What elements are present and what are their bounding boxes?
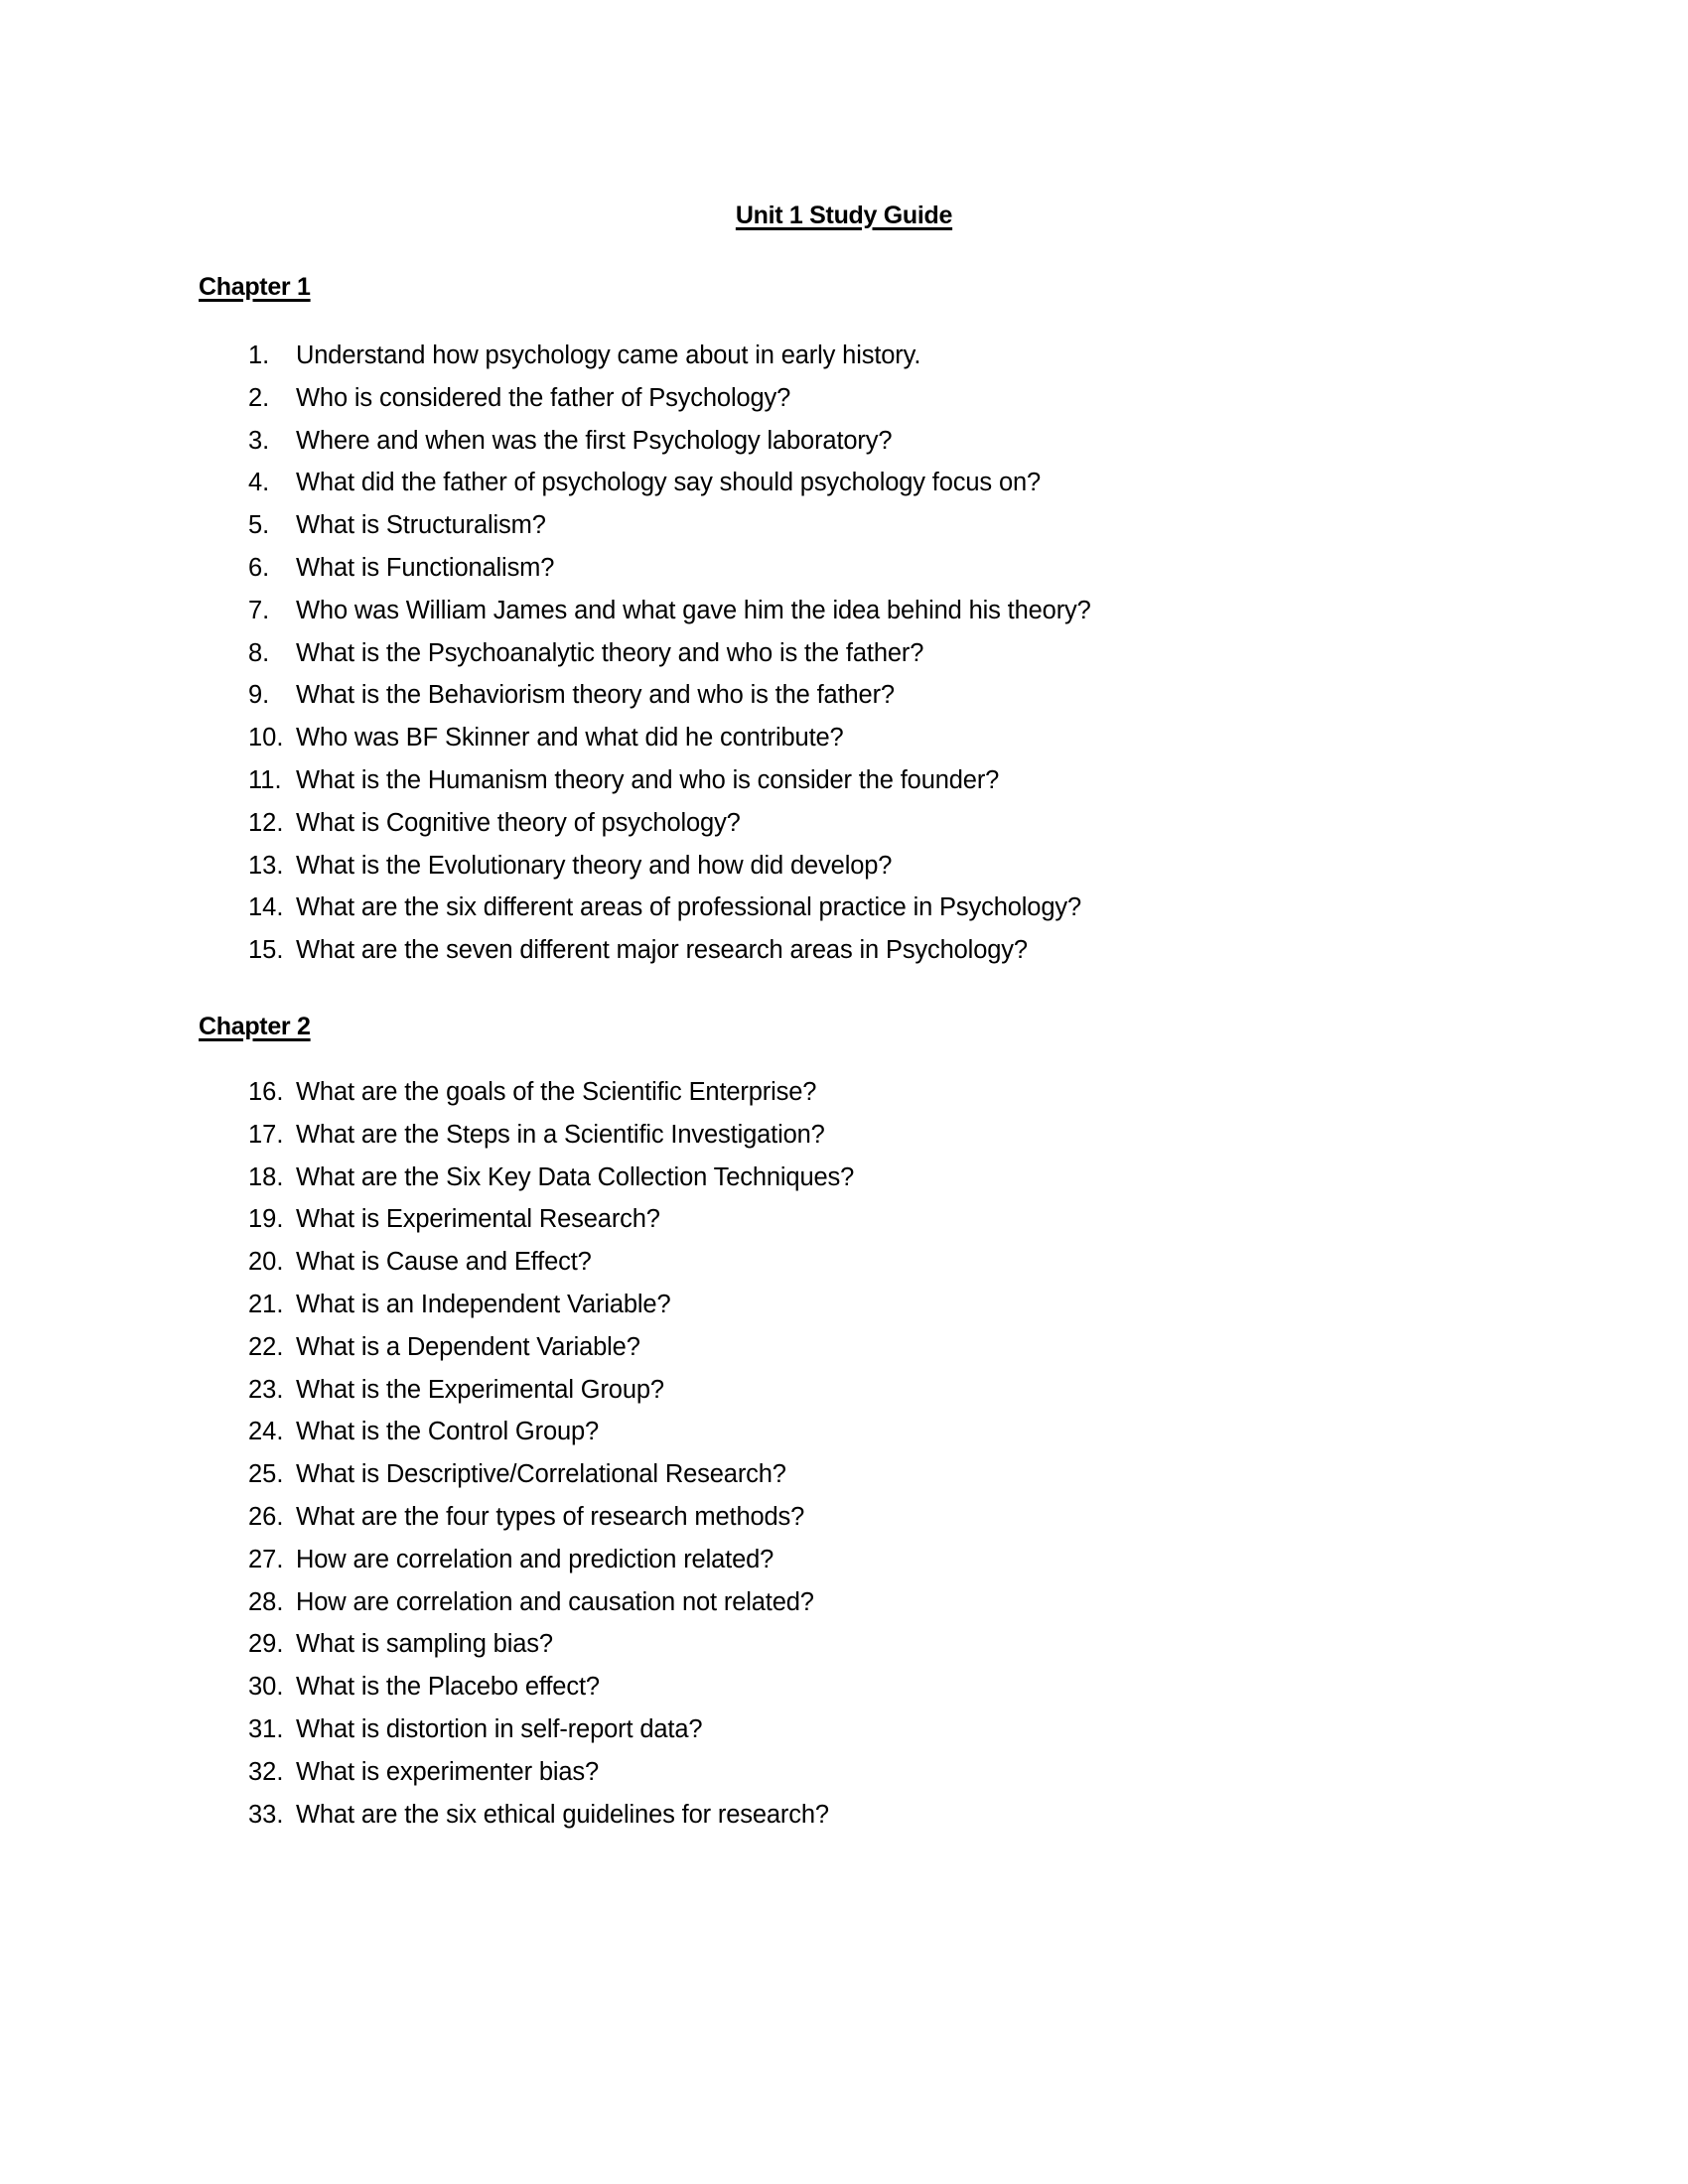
item-text: What is sampling bias? xyxy=(296,1630,553,1659)
list-item xyxy=(0,1500,1489,1534)
item-number: 6. xyxy=(248,554,270,582)
item-text: How are correlation and prediction related? xyxy=(296,1545,774,1573)
item-text: What is the Control Group? xyxy=(296,1418,600,1446)
item-text: What is the Experimental Group? xyxy=(296,1375,664,1404)
item-number: 31. xyxy=(248,1715,284,1743)
item-number: 25. xyxy=(248,1460,284,1489)
page-title xyxy=(0,200,1688,231)
item-text: Where and when was the first Psychology laboratory? xyxy=(296,426,893,455)
item-text: What is Experimental Research? xyxy=(296,1205,660,1234)
list-item xyxy=(0,1712,1489,1746)
item-text: Who is considered the father of Psychology? xyxy=(296,383,791,412)
item-text: What is Functionalism? xyxy=(296,554,555,582)
list-item xyxy=(0,1118,1489,1152)
item-number: 20. xyxy=(248,1248,284,1277)
list-item xyxy=(0,1373,1489,1407)
item-text: What is experimenter bias? xyxy=(296,1757,600,1786)
item-number: 12. xyxy=(248,808,284,837)
list-item xyxy=(0,721,1489,754)
list-item xyxy=(0,424,1489,458)
item-text: What are the goals of the Scientific Enterprise? xyxy=(296,1078,817,1106)
item-text: Understand how psychology came about in early history. xyxy=(296,341,921,369)
list-item xyxy=(0,1798,1489,1832)
item-text: What are the Steps in a Scientific Investigation? xyxy=(296,1120,825,1149)
item-number: 27. xyxy=(248,1545,284,1573)
list-item xyxy=(0,1627,1489,1661)
list-item xyxy=(0,594,1489,627)
chapter-2-heading: Chapter 2 xyxy=(199,1013,311,1040)
item-number: 33. xyxy=(248,1800,284,1829)
item-number: 29. xyxy=(248,1630,284,1659)
item-number: 8. xyxy=(248,638,270,667)
item-number: 17. xyxy=(248,1120,284,1149)
item-number: 10. xyxy=(248,724,284,752)
item-number: 24. xyxy=(248,1418,284,1446)
item-text: Who was William James and what gave him the idea behind his theory? xyxy=(296,596,1091,624)
list-item xyxy=(0,1543,1489,1576)
list-item xyxy=(0,763,1489,797)
list-item xyxy=(0,508,1489,542)
item-number: 3. xyxy=(248,426,270,455)
item-text: What is the Evolutionary theory and how did develop? xyxy=(296,851,893,880)
list-item xyxy=(0,1415,1489,1448)
item-number: 22. xyxy=(248,1332,284,1361)
item-text: What did the father of psychology say should psychology focus on? xyxy=(296,469,1042,497)
item-number: 26. xyxy=(248,1503,284,1531)
list-item xyxy=(0,1585,1489,1619)
item-text: What are the four types of research methods? xyxy=(296,1503,805,1531)
item-text: What are the six ethical guidelines for research? xyxy=(296,1800,829,1829)
list-item xyxy=(0,1755,1489,1789)
list-item xyxy=(0,339,1489,372)
list-item xyxy=(0,1330,1489,1364)
list-item xyxy=(0,933,1489,967)
item-text: What is a Dependent Variable? xyxy=(296,1332,640,1361)
item-text: What is an Independent Variable? xyxy=(296,1291,671,1318)
item-number: 19. xyxy=(248,1205,284,1234)
item-number: 23. xyxy=(248,1375,284,1404)
item-number: 5. xyxy=(248,511,270,540)
item-text: What are the seven different major research areas in Psychology? xyxy=(296,936,1028,965)
item-text: What are the six different areas of professional practice in Psychology? xyxy=(296,893,1081,922)
item-text: Who was BF Skinner and what did he contribute? xyxy=(296,724,844,752)
list-item xyxy=(0,806,1489,840)
item-text: What is Cognitive theory of psychology? xyxy=(296,808,741,837)
list-item xyxy=(0,1160,1489,1194)
list-item xyxy=(0,890,1489,924)
item-number: 15. xyxy=(248,936,284,965)
item-number: 11. xyxy=(248,766,282,794)
item-text: What is the Humanism theory and who is consider the founder? xyxy=(296,766,1000,794)
item-number: 18. xyxy=(248,1162,284,1191)
list-item xyxy=(0,636,1489,670)
item-number: 13. xyxy=(248,851,284,880)
page-title-text: Unit 1 Study Guide xyxy=(735,202,953,229)
item-text: What is the Placebo effect? xyxy=(296,1673,600,1702)
list-item xyxy=(0,381,1489,415)
item-number: 2. xyxy=(248,383,270,412)
item-number: 30. xyxy=(248,1673,284,1702)
list-item xyxy=(0,1202,1489,1236)
list-item xyxy=(0,1670,1489,1704)
chapter-1-heading: Chapter 1 xyxy=(199,273,311,301)
item-text: What is the Behaviorism theory and who is the father? xyxy=(296,681,895,710)
item-text: How are correlation and causation not related? xyxy=(296,1587,814,1616)
list-item xyxy=(0,849,1489,883)
item-text: What is the Psychoanalytic theory and who is the father? xyxy=(296,638,924,667)
list-item xyxy=(0,1457,1489,1491)
item-text: What is distortion in self-report data? xyxy=(296,1715,703,1743)
list-item xyxy=(0,466,1489,499)
list-item xyxy=(0,1075,1489,1109)
item-number: 14. xyxy=(248,893,284,922)
list-item xyxy=(0,1288,1489,1321)
list-item xyxy=(0,1245,1489,1279)
list-item xyxy=(0,678,1489,712)
list-item xyxy=(0,551,1489,585)
item-number: 4. xyxy=(248,469,270,497)
item-number: 32. xyxy=(248,1757,284,1786)
item-number: 9. xyxy=(248,681,270,710)
item-number: 1. xyxy=(248,341,270,369)
item-number: 7. xyxy=(248,596,270,624)
item-number: 16. xyxy=(248,1078,284,1106)
item-text: What is Cause and Effect? xyxy=(296,1248,592,1277)
item-number: 28. xyxy=(248,1587,284,1616)
item-text: What are the Six Key Data Collection Techniques? xyxy=(296,1162,855,1191)
item-text: What is Structuralism? xyxy=(296,511,546,540)
item-text: What is Descriptive/Correlational Research? xyxy=(296,1460,786,1489)
item-number: 21. xyxy=(248,1291,284,1318)
